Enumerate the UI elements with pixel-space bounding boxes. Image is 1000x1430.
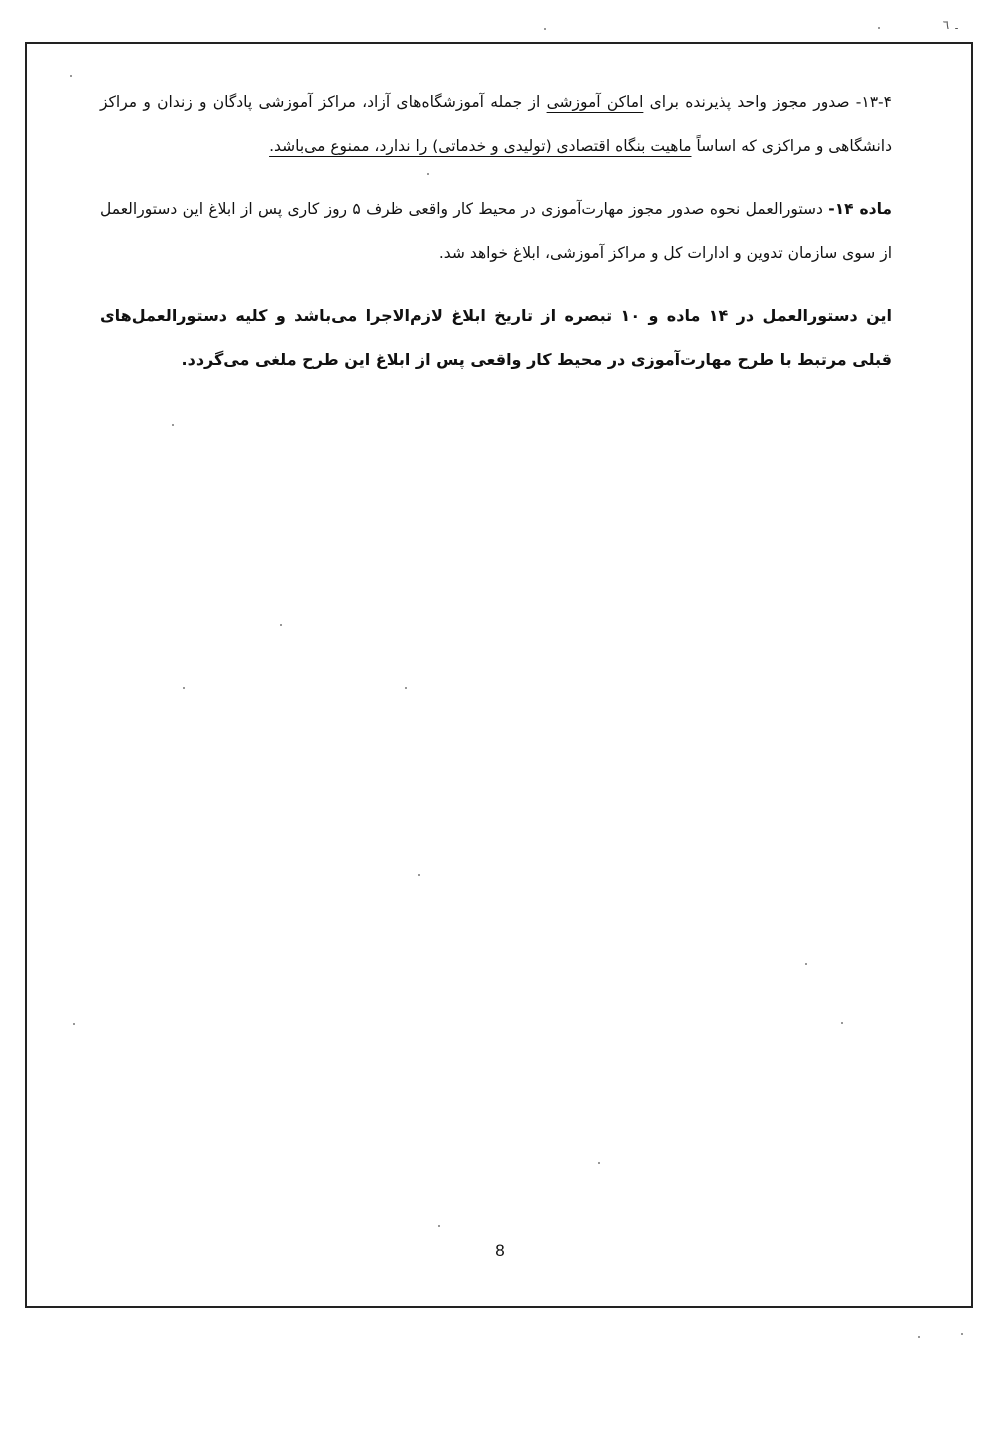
scan-speck xyxy=(418,874,420,876)
paragraph-13-4 xyxy=(100,80,892,168)
scan-speck xyxy=(438,1225,440,1227)
scan-speck xyxy=(598,1162,600,1164)
scan-speck xyxy=(805,963,807,965)
closing-statement: این دستورالعمل در ۱۴ ماده و ۱۰ تبصره از تاریخ ابلاغ لازم‌الاجرا می‌باشد و کلیه دستورالعمل‌های قبلی مرتبط با طرح مهارت‌آموزی در محیط کار واقعی پس از ابلاغ این طرح ملغی می‌گردد. xyxy=(100,306,892,369)
scan-speck xyxy=(172,424,174,426)
scan-speck xyxy=(73,1023,75,1025)
paragraph-13-4-text-1: ۱۳-۴- صدور مجوز واحد پذیرنده برای xyxy=(643,93,892,111)
scan-speck xyxy=(405,687,407,689)
scan-speck xyxy=(918,1336,920,1338)
corner-mark: ۔ ٦ xyxy=(942,18,960,32)
scan-speck xyxy=(544,28,546,30)
article-14-text: دستورالعمل نحوه صدور مجوز مهارت‌آموزی در محیط کار واقعی ظرف ۵ روز کاری پس از ابلاغ این دستورالعمل از سوی سازمان تدوین و ادارات کل و مراکز آموزشی، ابلاغ خواهد شد. xyxy=(100,200,892,262)
article-14-label: ماده ۱۴- xyxy=(828,200,892,218)
article-14 xyxy=(100,187,892,275)
scan-speck xyxy=(70,75,72,77)
scan-speck xyxy=(878,27,880,29)
paragraph-13-4-text-2: از جمله آموزشگاه‌های آزاد، مراکز آموزشی پادگان و زندان و مراکز دانشگاهی و مراکزی که اساساً xyxy=(100,93,892,155)
scan-speck xyxy=(427,173,429,175)
underlined-economic-nature: ماهیت بنگاه اقتصادی (تولیدی و خدماتی) را ندارد، ممنوع می‌باشد. xyxy=(269,137,692,155)
underlined-educational-places: اماکن آموزشی xyxy=(546,93,644,111)
scan-speck xyxy=(183,687,185,689)
document-body xyxy=(100,80,892,401)
page-number: 8 xyxy=(495,1241,505,1260)
scan-speck xyxy=(280,624,282,626)
scan-speck xyxy=(841,1022,843,1024)
scan-speck xyxy=(961,1333,963,1335)
